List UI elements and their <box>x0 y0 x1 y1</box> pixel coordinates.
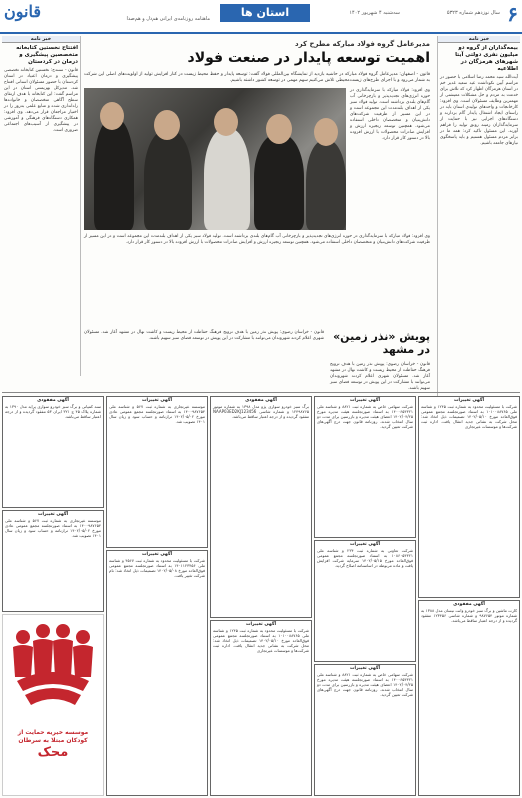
feature-body: قانون - خراسان رضوی: پویش نذر زمین با هدف ترویج فرهنگ حفاظت از محیط زیست و کاشت نهال در مشهد آغاز شد. مسئولان شهری اعلام کردند شهروندان می‌توانند با مشارکت در این پویش در توسعه فضای سبز سهیم باشند. <box>330 362 430 391</box>
news-headline: بیمه‌گذاران از گروه دو میلیون نفری دولتی آیتا شهرهای هرمزگان در اطلاعیه <box>455 45 518 72</box>
news-column-left <box>2 36 81 376</box>
ad-title: آگهی تغییرات <box>141 398 173 403</box>
charity-name: موسسه خیریه حمایت از کودکان مبتلا به سرطان <box>17 729 89 744</box>
story-headline: اهمیت توسعه پایدار در صنعت فولاد <box>187 50 430 66</box>
feature-body-cont: قانون - خراسان رضوی: پویش نذر زمین با هدف ترویج فرهنگ حفاظت از محیط زیست و کاشت نهال در مشهد آغاز شد. مسئولان شهری اعلام کردند شهروندان می‌توانند با مشارکت در این پویش در توسعه فضای سبز سهیم باشند. <box>84 330 324 341</box>
ad-title: آگهی تغییرات <box>349 398 381 403</box>
news-label: خبر نامه <box>438 36 520 43</box>
charity-logo <box>3 615 103 725</box>
news-body: آیت‌الله سید محمد رضا اسلامی با حضور در مراسم آیین نکوداشت عید سعید غدیر خم در استان هرمزگان اظهار کرد که تلاش برای خدمت به مردم و حل مشکلات معیشتی از مهمترین وظایف مسئولان است. وی افزود: کارخانجات و واحدهای تولیدی استان باید در راستای ایجاد اشتغال پایدار گام بردارند و دستگاه‌های اجرایی نیز با حمایت از سرمایه‌گذاران زمینه رونق تولید را فراهم آورند. این مسئول تاکید کرد: همه ما در برابر مردم مسئول هستیم و باید پاسخگوی نیازهای جامعه باشیم. <box>440 75 518 146</box>
ad-body: موسسه غیرتجاری به شماره ثبت ۵۶۷ و شناسه ملی ۱۴۰۰۹۸۷۶۵۴ به استناد صورتجلسه مجمع عمومی عادی مورخ ۱۴۰۲/۰۵/۰۲ ترازنامه و حساب سود و زیان سال ۱۴۰۱ تصویب شد. <box>5 518 101 538</box>
ad-body: برگ سبز خودرو سواری پژو مدل ۱۳۹۸ به شماره موتور ۱۲۴۹۸۷۶۵ و شماره شاسی NAAP03ED2KJ123456 مفقود گردیده و از درجه اعتبار ساقط می‌باشد. <box>213 404 309 419</box>
ad-title: آگهی مفقودی <box>245 398 277 403</box>
issue-line: سال نوزدهم شماره ۵۳۲۳ <box>446 10 500 16</box>
news-column-right <box>437 36 520 420</box>
ad-block <box>314 664 416 796</box>
ad-title: آگهی تغییرات <box>453 398 485 403</box>
ad-title: آگهی تغییرات <box>245 622 277 627</box>
story-body-2: وی افزود: فولاد مبارکه با سرمایه‌گذاری در حوزه انرژی‌های تجدیدپذیر و بازچرخانی آب گام‌های بلندی برداشته است. تولید فولاد سبز یکی از اهداف بلندمدت این مجموعه است و در این مسیر از ظرفیت شرکت‌های دانش‌بنیان و متخصصان داخلی استفاده می‌شود. همچنین توسعه زنجیره ارزش و افزایش صادرات محصولات با ارزش افزوده بالا در دستور کار قرار دارد. <box>84 234 430 245</box>
ad-body: شرکت سهامی خاص به شماره ثبت ۸۸۲۱ و شناسه ملی ۱۴۰۰۶۵۴۳۲۱ به استناد صورتجلسه هیئت مدیره مورخ ۱۴۰۲/۰۴/۲۵ اعضای هیئت مدیره و بازرسین برای مدت دو سال انتخاب شدند. روزنامه قانون جهت درج آگهی‌های شرکت تعیین گردید. <box>317 672 413 697</box>
ad-block <box>418 396 520 598</box>
section-title: استان ها <box>220 4 310 22</box>
story-lead: قانون - اصفهان: مدیرعامل گروه فولاد مبارکه در حاشیه بازدید از نمایشگاه بین‌المللی فولاد گفت: توسعه پایدار و حفظ محیط زیست در کنار افزایش تولید از اولویت‌های اصلی این شرکت به شمار می‌رود و با اجرای طرح‌های زیست‌محیطی تلاش می‌کنیم سهم مهمی در توسعه کشور داشته باشیم. <box>84 72 430 83</box>
ad-block <box>210 396 312 618</box>
ad-body: موسسه غیرتجاری به شماره ثبت ۵۶۷ و شناسه ملی ۱۴۰۰۹۸۷۶۵۴ به استناد صورتجلسه مجمع عمومی عادی مورخ ۱۴۰۲/۰۵/۰۲ ترازنامه و حساب سود و زیان سال ۱۴۰۱ تصویب شد. <box>109 404 205 424</box>
ad-title: آگهی مفقودی <box>453 602 485 607</box>
ad-title: آگهی تغییرات <box>349 542 381 547</box>
ad-block <box>2 396 104 508</box>
story-body-1: وی افزود: فولاد مبارکه با سرمایه‌گذاری در حوزه انرژی‌های تجدیدپذیر و بازچرخانی آب گام‌های بلندی برداشته است. تولید فولاد سبز یکی از اهداف بلندمدت این مجموعه است و در این مسیر از ظرفیت شرکت‌های دانش‌بنیان و متخصصان داخلی استفاده می‌شود. همچنین توسعه زنجیره ارزش و افزایش صادرات محصولات با ارزش افزوده بالا در دستور کار قرار دارد. <box>350 88 430 141</box>
charity-ad <box>2 614 104 796</box>
feature-headline: پویش «نذر زمین» در مشهد <box>333 330 430 356</box>
ad-body: سند کمپانی و برگ سبز خودرو سواری پراید مدل ۱۳۹۰ به شماره پلاک ۴۵ ج ۳۲۱ ایران ۵۳ مفقود گردیده و از درجه اعتبار ساقط می‌باشد. <box>5 404 102 419</box>
left-news-headline: افتتاح نخستین کتابخانه متخصصین پیشگیری و درمان در کردستان <box>16 45 78 65</box>
ad-title: آگهی تغییرات <box>349 666 381 671</box>
divider <box>2 392 520 393</box>
date-line: سه‌شنبه ۴ شهریور ۱۴۰۲ <box>349 10 400 16</box>
left-news-body: قانون - سنندج: نخستین کتابخانه تخصصی پیشگیری و درمان اعتیاد در استان کردستان با حضور مسئولان استانی افتتاح شد. مدیرکل بهزیستی استان در این مراسم گفت: این کتابخانه با هدف ارتقای سطح آگاهی متخصصان و خانواده‌ها راه‌اندازی شده و منابع علمی به‌روز را در اختیار مراجعان قرار می‌دهد. وی افزود: همکاری دستگاه‌های فرهنگی و آموزشی در پیشگیری از آسیب‌های اجتماعی ضروری است. <box>4 68 78 133</box>
ad-block <box>210 620 312 796</box>
ad-block <box>418 600 520 796</box>
ad-body: شرکت با مسئولیت محدود به شماره ثبت ۴۵۶۷ و شناسه ملی ۱۴۰۱۱۲۳۴۵۶ به استناد صورتجلسه مجمع عمومی فوق‌العاده مورخ ۱۴۰۲/۰۵/۰۸ تصمیمات ذیل اتخاذ شد: نام شرکت تغییر یافت. <box>109 558 205 578</box>
ad-block <box>106 396 208 548</box>
ad-title: آگهی تغییرات <box>141 552 173 557</box>
ad-body: شرکت سهامی خاص به شماره ثبت ۸۸۲۱ و شناسه ملی ۱۴۰۰۶۵۴۳۲۱ به استناد صورتجلسه هیئت مدیره مورخ ۱۴۰۲/۰۴/۲۵ اعضای هیئت مدیره و بازرسین برای مدت دو سال انتخاب شدند. روزنامه قانون جهت درج آگهی‌های شرکت تعیین گردید. <box>317 404 413 429</box>
ad-body: شرکت با مسئولیت محدود به شماره ثبت ۱۲۴۵ و شناسه ملی ۱۰۱۰۰۸۸۷۶۵ به استناد صورتجلسه مجمع عمومی فوق‌العاده مورخ ۱۴۰۲/۰۵/۱۰ تصمیمات ذیل اتخاذ شد: محل شرکت به نشانی جدید انتقال یافت. اداره ثبت شرکت‌ها و موسسات غیرتجاری <box>421 404 518 429</box>
ad-title: آگهی مفقودی <box>37 398 69 403</box>
newspaper-logo: قانون <box>4 2 41 21</box>
ad-body: شرکت با مسئولیت محدود به شماره ثبت ۱۲۴۵ و شناسه ملی ۱۰۱۰۰۸۸۷۶۵ به استناد صورتجلسه مجمع عمومی فوق‌العاده مورخ ۱۴۰۲/۰۵/۱۰ تصمیمات ذیل اتخاذ شد: محل شرکت به نشانی جدید انتقال یافت. اداره ثبت شرکت‌ها و موسسات غیرتجاری <box>213 628 310 653</box>
news-photo <box>84 88 346 230</box>
charity-brand: محک <box>37 745 69 760</box>
page-number: ۶ <box>507 2 518 26</box>
ad-block <box>314 396 416 538</box>
masthead-slogan: ماهنامه روزنامه‌ی ایرانی هم‌دل و هم‌صدا <box>126 16 210 22</box>
ad-title: آگهی تغییرات <box>37 512 69 517</box>
story-kicker: مدیرعامل گروه فولاد مبارکه مطرح کرد <box>295 40 430 48</box>
ad-block <box>106 550 208 796</box>
ad-block <box>2 510 104 612</box>
ad-body: کارت ماشین و برگ سبز خودرو وانت نیسان مدل ۱۳۸۸ به شماره موتور ۹۸۷۶۵۴ و شماره شاسی ۱۲۳۴۵۶ مفقود گردیده و از درجه اعتبار ساقط می‌باشد. <box>421 608 518 623</box>
ad-body: شرکت تعاونی به شماره ثبت ۲۳۴ و شناسه ملی ۱۰۸۶۰۵۴۳۲۱ به استناد صورتجلسه مجمع عمومی فوق‌العاده مورخ ۱۴۰۲/۰۵/۱۵ سرمایه شرکت افزایش یافت و ماده مربوطه در اساسنامه اصلاح گردید. <box>317 548 414 568</box>
left-news-label: خبر نامه <box>2 36 80 43</box>
ad-block <box>314 540 416 662</box>
